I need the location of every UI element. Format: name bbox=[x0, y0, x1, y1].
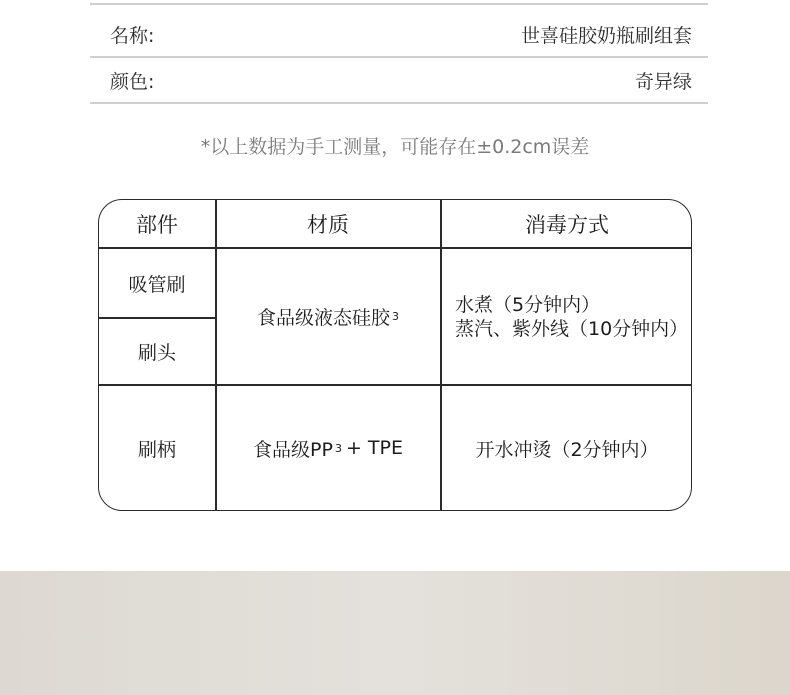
disinfection-line: 水煮（5分钟内） bbox=[455, 293, 601, 316]
material-pp-tpe bbox=[216, 386, 440, 510]
material-table bbox=[98, 199, 692, 511]
spec-label: 名称: bbox=[110, 24, 155, 47]
spec-label: 颜色: bbox=[110, 70, 155, 93]
footnote-mark: 3 bbox=[334, 441, 342, 455]
spec-value: 世喜硅胶奶瓶刷组套 bbox=[520, 24, 692, 47]
header-part: 部件 bbox=[136, 212, 178, 237]
disinfection-method-1 bbox=[441, 249, 692, 384]
header-material: 材质 bbox=[307, 212, 349, 237]
part-brush-handle: 刷柄 bbox=[137, 438, 176, 461]
material-text-tail: + TPE bbox=[345, 437, 403, 459]
spec-value: 奇异绿 bbox=[634, 70, 692, 93]
material-text: 食品级液态硅胶 bbox=[256, 307, 390, 329]
part-straw-brush: 吸管刷 bbox=[128, 273, 186, 296]
part-brush-head: 刷头 bbox=[137, 342, 176, 364]
spec-row-name bbox=[90, 12, 708, 58]
material-silicone bbox=[216, 249, 440, 384]
material-text: 食品级PP bbox=[253, 438, 333, 461]
footer-background bbox=[0, 571, 790, 695]
disinfection-line: 蒸汽、紫外线（10分钟内） bbox=[455, 317, 689, 340]
spec-row-color bbox=[90, 58, 708, 104]
top-divider bbox=[90, 3, 708, 5]
footnote-mark: 3 bbox=[392, 310, 399, 323]
disinfection-method-2: 开水冲烫（2分钟内） bbox=[475, 438, 659, 461]
measurement-note: *以上数据为手工测量，可能存在±0.2cm误差 bbox=[200, 136, 590, 158]
header-disinfection: 消毒方式 bbox=[525, 212, 609, 237]
